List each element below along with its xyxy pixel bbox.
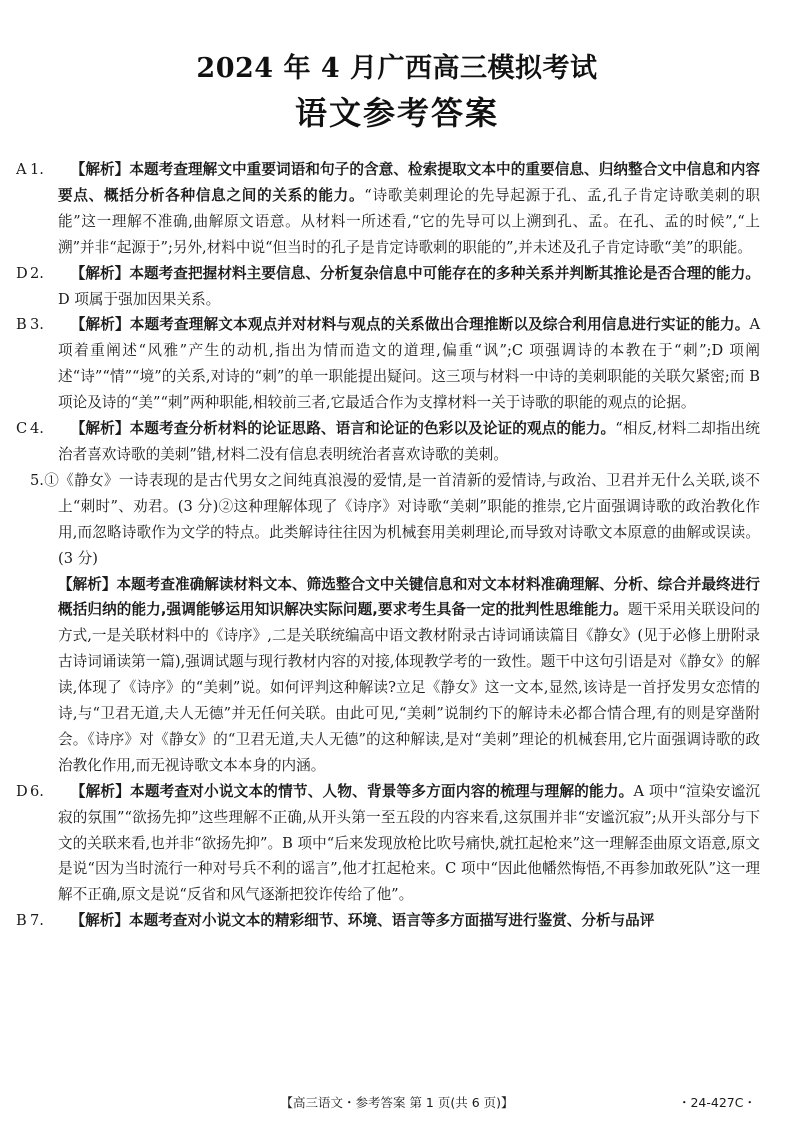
answer-item-2 <box>15 261 760 313</box>
footer-code: ・24-427C・ <box>677 1095 756 1110</box>
analysis-tag: 【解析】 <box>70 264 130 282</box>
answer-item-1 <box>15 157 760 261</box>
answers-content <box>15 157 760 934</box>
analysis-body: “诗歌美刺理论的先导起源于孔、孟,孔子肯定诗歌美刺的职能”这一理解不准确,曲解原文语意。从材料一所述看,“它的先导可以上溯到孔、孟。在孔、孟的时候”,“上溯”并非“起源于”;另外,材料中说“但当时的孔子是肯定诗歌刺的职能的”,并未述及孔子肯定诗歌“美”的职能。 <box>58 186 760 256</box>
analysis-lead: 本题考查准确解读材料文本、筛选整合文中关键信息和对文本材料准确理解、分析、综合并最终进行概括归纳的能力,强调能够运用知识解决实际问题,要求考生具备一定的批判性思维能力。 <box>58 575 760 619</box>
item-number: 7. <box>30 912 44 930</box>
item-answer: B <box>15 316 27 334</box>
answer-item-6 <box>15 779 760 909</box>
analysis-body: 题干采用关联设问的方式,一是关联材料中的《诗序》,二是关联统编高中语文教材附录古诗词诵读篇目《静女》(见于必修上册附录古诗词诵读第一篇),强调试题与现行教材内容的对接,体现教学考的一致性。题干中这句引语是对《静女》的解读,体现了《诗序》的“美刺”说。如何评判这种解读?立足《静女》这一文本,显然,该诗是一首抒发男女恋情的诗,与“卫君无道,夫人无德”并无任何关联。由此可见,“美刺”说制约下的解诗未必都合情合理,有的则是穿凿附会。《诗序》对《静女》的“卫君无道,夫人无德”的这种解读,是对“美刺”理论的机械套用,它片面强调诗歌的政治教化作用,而无视诗歌文本本身的内涵。 <box>58 601 760 774</box>
analysis-body: A 项中“渲染安谧沉寂的氛围”“欲扬先抑”这些理解不正确,从开头第一至五段的内容来看,这氛围并非“安谧沉寂”;从开头部分与下文的关联来看,也并非“欲扬先抑”。B 项中“后来发现放枪比吹号痛快,就扛起枪来”这一理解歪曲原文语意,原文是说“因为当时流行一种对号兵不利的谣言”,他才扛起枪来。C 项中“因此他幡然悔悟,不再参加敢死队”这一理解不正确,原文是说“反省和风气逐渐把狡诈传给了他”。 <box>58 782 760 904</box>
item-number: 2. <box>30 264 44 282</box>
answer-item-7 <box>15 908 760 934</box>
answer-item-5 <box>30 468 760 572</box>
item-answer-text: ①《静女》一诗表现的是古代男女之间纯真浪漫的爱情,是一首清新的爱情诗,与政治、卫君并无什么关联,谈不上“刺时”、劝君。(3 分)②这种理解体现了《诗序》对诗歌“美刺”职能的推崇,它片面强调诗歌的政治教化作用,而忽略诗歌作为文学的特点。此类解诗往往因为机械套用美刺理论,而导致对诗歌文本原意的曲解或误读。(3 分) <box>43 471 760 567</box>
item-answer: A <box>15 161 27 178</box>
answer-item-3 <box>15 312 760 416</box>
analysis-lead: 本题考查对小说文本的精彩细节、环境、语言等多方面描写进行鉴赏、分析与品评 <box>128 912 655 930</box>
analysis-body: A 项着重阐述“风雅”产生的动机,指出为情而造文的道理,偏重“讽”;C 项强调诗的本教在于“刺”;D 项阐述“诗”“情”“境”的关系,对诗的“刺”的单一职能提出疑问。这三项与材料一中诗的美刺职能的关联欠紧密;而 B 项论及诗的“美”“刺”两种职能,相较前三者,它最适合作为支撑材料一关于诗歌的职能的观点的论据。 <box>58 316 760 412</box>
item-number: 5. <box>30 471 44 489</box>
analysis-tag: 【解析】 <box>70 782 131 800</box>
exam-title: 2024 年 4 月广西高三模拟考试 <box>196 53 598 84</box>
analysis-tag: 【解析】 <box>70 420 130 438</box>
analysis-lead: 本题考查理解文中重要词语和句子的含意、检索提取文本中的重要信息、归纳整合文中信息和内容要点、概括分析各种信息之间的关系的能力。 <box>58 161 760 204</box>
analysis-tag: 【解析】 <box>70 316 130 334</box>
answer-key-title: 语文参考答案 <box>294 94 499 132</box>
item-number: 6. <box>30 782 44 800</box>
analysis-tag: 【解析】 <box>58 575 117 593</box>
item-answer: B <box>15 912 27 930</box>
footer-page-info: 【高三语文・参考答案 第 1 页(共 6 页)】 <box>280 1095 514 1110</box>
item-answer: D <box>15 264 28 282</box>
item-answer: D <box>15 782 28 800</box>
analysis-body: D 项属于强加因果关系。 <box>58 290 221 308</box>
item-number: 3. <box>30 316 44 334</box>
analysis-tag: 【解析】 <box>70 912 129 930</box>
analysis-lead: 本题考查分析材料的论证思路、语言和论证的色彩以及论证的观点的能力。 <box>129 420 616 438</box>
answer-item-4 <box>15 416 760 468</box>
analysis-body: “相反,材料二却指出统治者喜欢诗歌的美刺”错,材料二没有信息表明统治者喜欢诗歌的美刺。 <box>58 420 760 463</box>
item-number: 4. <box>30 420 44 438</box>
analysis-lead: 本题考查把握材料主要信息、分析复杂信息中可能存在的多种关系并判断其推论是否合理的能力。 <box>129 264 760 282</box>
analysis-lead: 本题考查对小说文本的情节、人物、背景等多方面内容的梳理与理解的能力。 <box>130 782 634 800</box>
analysis-lead: 本题考查理解文本观点并对材料与观点的关系做出合理推断以及综合利用信息进行实证的能力。 <box>129 316 750 334</box>
answer-item-5-analysis <box>30 572 760 779</box>
analysis-tag: 【解析】 <box>70 161 130 178</box>
item-answer: C <box>15 420 28 438</box>
item-number: 1. <box>30 161 44 178</box>
